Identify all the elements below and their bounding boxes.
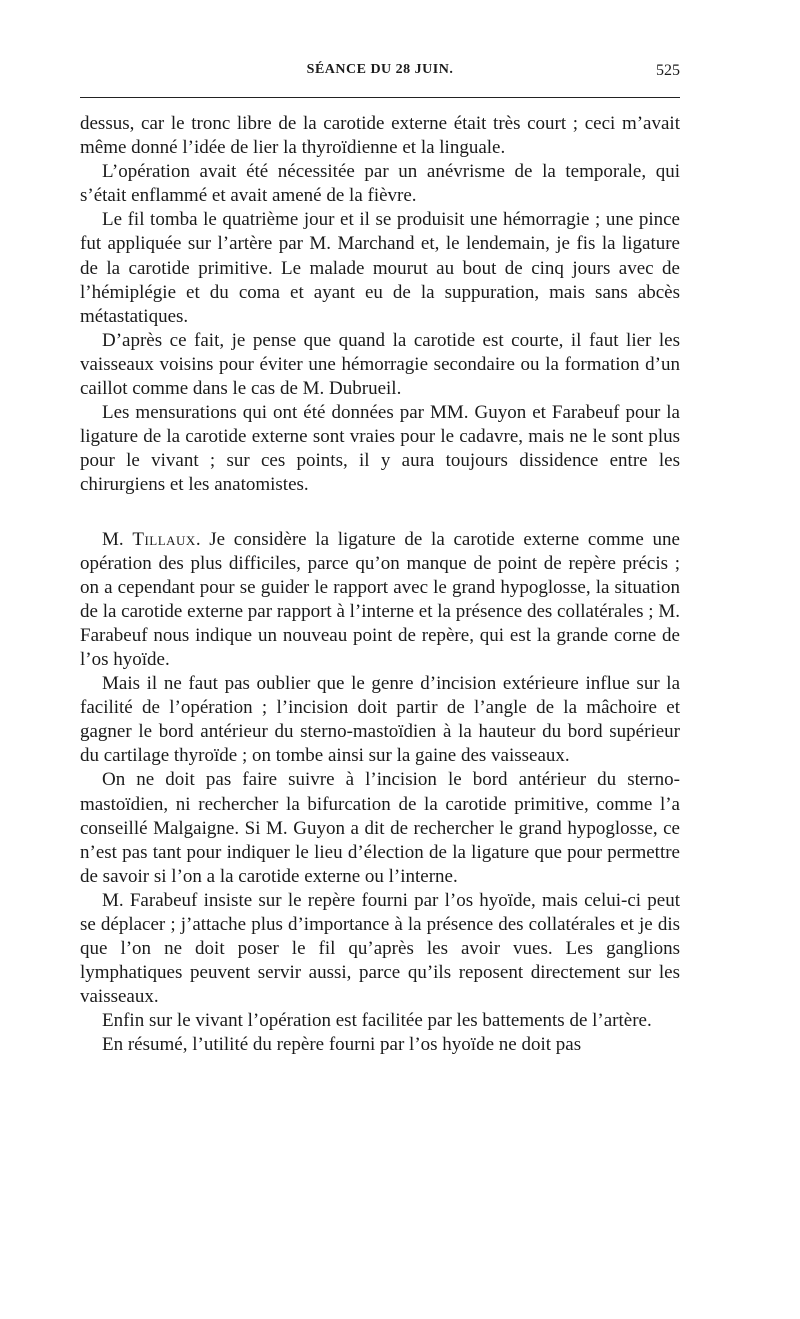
body-text: [80, 112, 680, 1058]
paragraph: Mais il ne faut pas oublier que le genre d’incision extérieure influe sur la facilité de l’opération ; l’incision doit partir de l’angle de la mâchoire et gagner le bord antérieur du sterno-mastoïdien à la hauteur du bord supérieur du cartilage thyroïde ; on tombe ainsi sur la gaine des vaisseaux.: [80, 673, 680, 767]
speech-opening-paragraph: [80, 528, 680, 673]
paragraph-continued: dessus, car le tronc libre de la carotide externe était très court ; ceci m’avait même donné l’idée de lier la thyroïdienne et la linguale.: [80, 113, 680, 159]
paragraph: D’après ce fait, je pense que quand la carotide est courte, il faut lier les vaisseaux voisins pour éviter une hémorragie secondaire ou la formation d’un caillot comme dans le cas de M. Dubrueil.: [80, 329, 680, 400]
paragraph: On ne doit pas faire suivre à l’incision le bord antérieur du sterno-mastoïdien, ni rechercher la bifurcation de la carotide primitive, comme l’a conseillé Malgaigne. Si M. Guyon a dit de rechercher le grand hypoglosse, ce n’est pas tant pour indiquer le lieu d’élection de la ligature que pour permettre de savoir si l’on a la carotide externe ou l’interne.: [80, 769, 680, 887]
speaker-name: Tillaux: [132, 528, 196, 550]
paragraph: Enfin sur le vivant l’opération est facilitée par les battements de l’artère.: [102, 1010, 652, 1032]
paragraph: M. Farabeuf insiste sur le repère fourni par l’os hyoïde, mais celui-ci peut se déplacer ; j’attache plus d’importance à la présence des collatérales et je dis que l’on ne doit poser le fil qu’après les avoir vues. Les ganglions lymphatiques peuvent servir aussi, parce qu’ils reposent directement sur les vaisseaux.: [80, 889, 680, 1008]
speaker-prefix: M.: [102, 528, 133, 550]
speech-text: . Je considère la ligature de la carotide externe comme une opération des plus difficiles, parce qu’on manque de point de repère précis ; on a cependant pour se guider le rapport avec le grand hypoglosse, la situation de la carotide externe par rapport à l’interne et la présence des collatérales ; M. Farabeuf nous indique un nouveau point de repère, qui est la grande corne de l’os hyoïde.: [80, 528, 680, 670]
running-title: SÉANCE DU 28 JUIN.: [306, 62, 454, 77]
paragraph: Le fil tomba le quatrième jour et il se produisit une hémorragie ; une pince fut appliquée sur l’artère par M. Marchand et, le lendemain, je fis la ligature de la carotide primitive. Le malade mourut au bout de cinq jours avec de l’hémiplégie et du coma et ayant eu de la suppuration, mais sans abcès métastatiques.: [80, 209, 680, 327]
page-number: 525: [656, 62, 680, 79]
paragraph: L’opération avait été nécessitée par un anévrisme de la temporale, qui s’était enflammé et avait amené de la fièvre.: [80, 161, 680, 207]
paragraph: Les mensurations qui ont été données par MM. Guyon et Farabeuf pour la ligature de la carotide externe sont vraies pour le cadavre, mais ne le sont plus pour le vivant ; sur ces points, il y aura toujours dissidence entre les chirurgiens et les anatomistes.: [80, 402, 680, 496]
paragraph: En résumé, l’utilité du repère fourni par l’os hyoïde ne doit pas: [102, 1034, 582, 1056]
header-rule: [80, 97, 680, 98]
running-head: [80, 62, 680, 86]
